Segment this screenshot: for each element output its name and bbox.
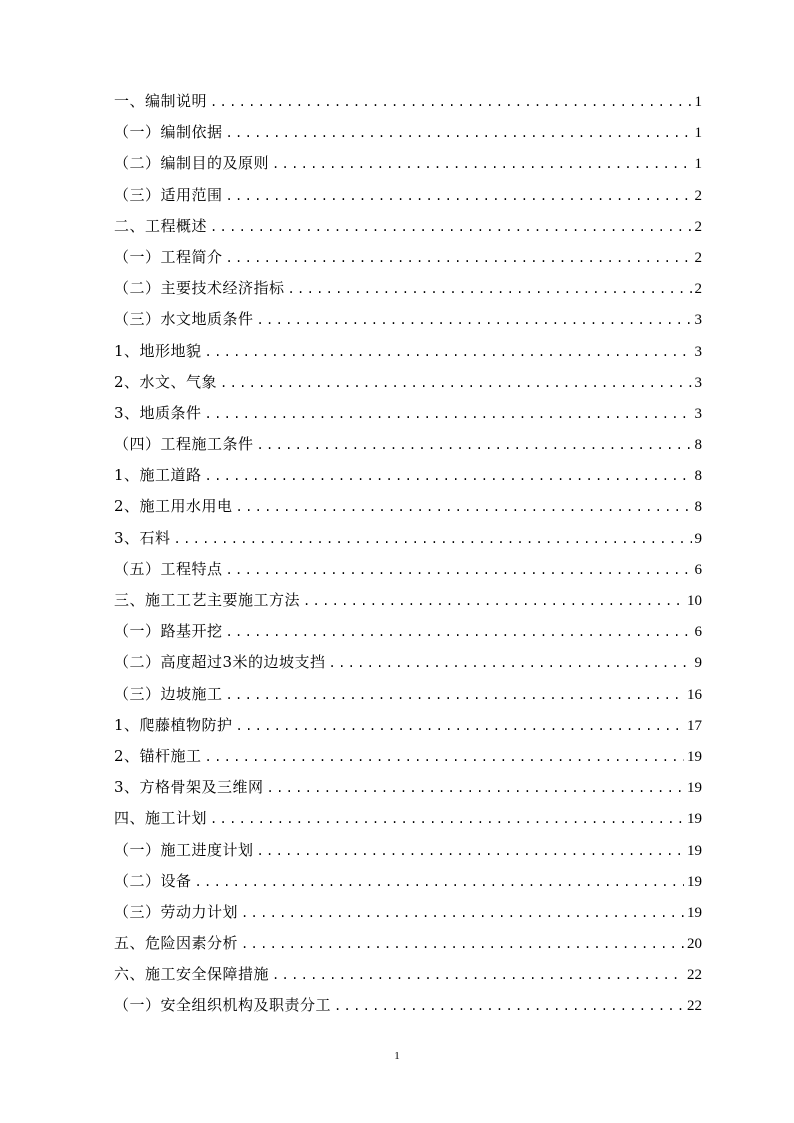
toc-dot-leader (288, 274, 692, 305)
toc-dot-leader (257, 836, 684, 867)
toc-dot-leader (303, 586, 684, 617)
toc-entry-title: 1、爬藤植物防护 (114, 715, 233, 734)
toc-entry[interactable] (114, 585, 702, 616)
toc-dot-leader (220, 368, 691, 399)
toc-entry-page: 2 (694, 281, 702, 298)
toc-entry-title: （四）工程施工条件 (114, 435, 254, 454)
toc-entry[interactable] (114, 928, 702, 959)
toc-entry-title: （二）编制目的及原则 (114, 154, 270, 173)
toc-entry[interactable] (114, 897, 702, 928)
toc-entry-title: （一）施工进度计划 (114, 840, 254, 859)
toc-entry-page: 19 (687, 873, 702, 890)
toc-dot-leader (210, 212, 691, 243)
toc-entry-page: 6 (694, 561, 702, 578)
toc-entry-title: 二、工程概述 (114, 216, 208, 235)
toc-entry[interactable] (114, 211, 702, 242)
toc-entry-title: 四、施工计划 (114, 809, 208, 828)
toc-entry-page: 1 (694, 156, 702, 173)
toc-entry-title: （一）工程简介 (114, 247, 223, 266)
toc-entry-page: 22 (687, 967, 702, 984)
toc-entry-page: 3 (694, 374, 702, 391)
toc-entry-title: （五）工程特点 (114, 559, 223, 578)
toc-dot-leader (174, 524, 692, 555)
toc-dot-leader (257, 305, 692, 336)
toc-entry[interactable] (114, 148, 702, 179)
toc-entry-page: 19 (687, 780, 702, 797)
toc-entry-page: 19 (687, 904, 702, 921)
toc-entry-page: 10 (687, 593, 702, 609)
toc-entry[interactable] (114, 86, 702, 117)
toc-dot-leader (210, 87, 691, 118)
toc-entry[interactable] (114, 959, 702, 990)
toc-dot-leader (226, 680, 684, 711)
toc-dot-leader (205, 337, 692, 368)
toc-entry-title: 一、编制说明 (114, 92, 208, 110)
toc-entry[interactable] (114, 772, 702, 803)
toc-entry[interactable] (114, 710, 702, 741)
toc-entry[interactable] (114, 460, 702, 491)
page-footer-number: 1 (394, 1050, 400, 1062)
toc-entry-page: 2 (694, 187, 702, 204)
toc-entry-page: 3 (694, 343, 702, 360)
toc-entry-title: 3、地质条件 (114, 403, 202, 422)
toc-dot-leader (205, 461, 692, 492)
toc-dot-leader (241, 929, 684, 960)
toc-entry[interactable] (114, 367, 702, 398)
toc-dot-leader (329, 648, 692, 679)
toc-entry-page: 22 (687, 998, 702, 1015)
toc-entry[interactable] (114, 117, 702, 148)
toc-entry-title: 2、水文、气象 (114, 372, 218, 391)
toc-entry-title: （二）设备 (114, 871, 192, 890)
toc-entry[interactable] (114, 304, 702, 335)
toc-entry[interactable] (114, 180, 702, 211)
toc-entry-page: 20 (687, 936, 702, 953)
toc-entry-page: 1 (694, 125, 702, 142)
toc-entry-title: 2、施工用水用电 (114, 497, 233, 516)
toc-entry-title: （三）劳动力计划 (114, 902, 239, 921)
toc-entry-title: 3、方格骨架及三维网 (114, 778, 264, 797)
toc-entry-page: 17 (687, 717, 702, 734)
toc-entry-page: 16 (687, 686, 702, 703)
toc-dot-leader (272, 960, 684, 991)
toc-dot-leader (195, 867, 684, 898)
toc-entry-title: （三）水文地质条件 (114, 310, 254, 329)
toc-dot-leader (226, 617, 692, 648)
toc-dot-leader (241, 898, 684, 929)
toc-entry[interactable] (114, 398, 702, 429)
toc-entry-title: （一）安全组织机构及职责分工 (114, 996, 332, 1015)
toc-entry-title: （二）高度超过3米的边坡支挡 (114, 653, 326, 672)
toc-dot-leader (267, 773, 684, 804)
toc-dot-leader (257, 430, 692, 461)
toc-entry[interactable] (114, 990, 702, 1021)
toc-entry-title: 三、施工工艺主要施工方法 (114, 591, 301, 609)
toc-entry-page: 2 (694, 249, 702, 266)
toc-entry[interactable] (114, 429, 702, 460)
toc-dot-leader (210, 804, 684, 835)
toc-entry-page: 19 (687, 842, 702, 859)
toc-entry[interactable] (114, 741, 702, 772)
toc-dot-leader (226, 181, 692, 212)
toc-entry-title: 2、锚杆施工 (114, 746, 202, 765)
toc-entry-title: （二）主要技术经济指标 (114, 279, 285, 298)
toc-entry-page: 8 (694, 499, 702, 516)
toc-dot-leader (236, 711, 684, 742)
toc-entry-page: 6 (694, 624, 702, 641)
toc-dot-leader (334, 991, 684, 1022)
toc-entry[interactable] (114, 491, 702, 522)
toc-entry[interactable] (114, 647, 702, 678)
toc-entry-page: 8 (694, 437, 702, 454)
toc-entry-title: 1、地形地貌 (114, 341, 202, 360)
toc-entry-page: 3 (694, 312, 702, 329)
toc-entry-page: 3 (694, 405, 702, 422)
toc-entry-page: 2 (694, 218, 702, 235)
toc-entry-title: 五、危险因素分析 (114, 934, 239, 953)
toc-entry[interactable] (114, 336, 702, 367)
toc-dot-leader (226, 118, 692, 149)
toc-entry[interactable] (114, 835, 702, 866)
toc-entry-page: 19 (687, 748, 702, 765)
toc-entry[interactable] (114, 616, 702, 647)
toc-dot-leader (226, 555, 692, 586)
toc-entry-title: 3、石料 (114, 528, 171, 547)
toc-entry-title: （一）路基开挖 (114, 622, 223, 641)
toc-entry-title: （三）边坡施工 (114, 684, 223, 703)
toc-entry[interactable] (114, 866, 702, 897)
toc-entry-page: 8 (694, 468, 702, 485)
toc-entry-title: 1、施工道路 (114, 466, 202, 485)
toc-entry[interactable] (114, 523, 702, 554)
toc-entry-page: 1 (694, 94, 702, 110)
toc-dot-leader (205, 399, 692, 430)
table-of-contents (114, 86, 702, 1022)
toc-entry[interactable] (114, 803, 702, 834)
toc-entry[interactable] (114, 554, 702, 585)
toc-entry[interactable] (114, 273, 702, 304)
toc-entry-title: （一）编制依据 (114, 123, 223, 142)
toc-dot-leader (236, 492, 692, 523)
toc-entry[interactable] (114, 242, 702, 273)
toc-dot-leader (272, 149, 691, 180)
toc-entry-title: （三）适用范围 (114, 185, 223, 204)
toc-entry[interactable] (114, 679, 702, 710)
toc-dot-leader (226, 243, 692, 274)
toc-entry-page: 19 (687, 811, 702, 828)
toc-entry-title: 六、施工安全保障措施 (114, 965, 270, 984)
toc-dot-leader (205, 742, 684, 773)
toc-entry-page: 9 (694, 655, 702, 672)
toc-entry-page: 9 (694, 530, 702, 547)
